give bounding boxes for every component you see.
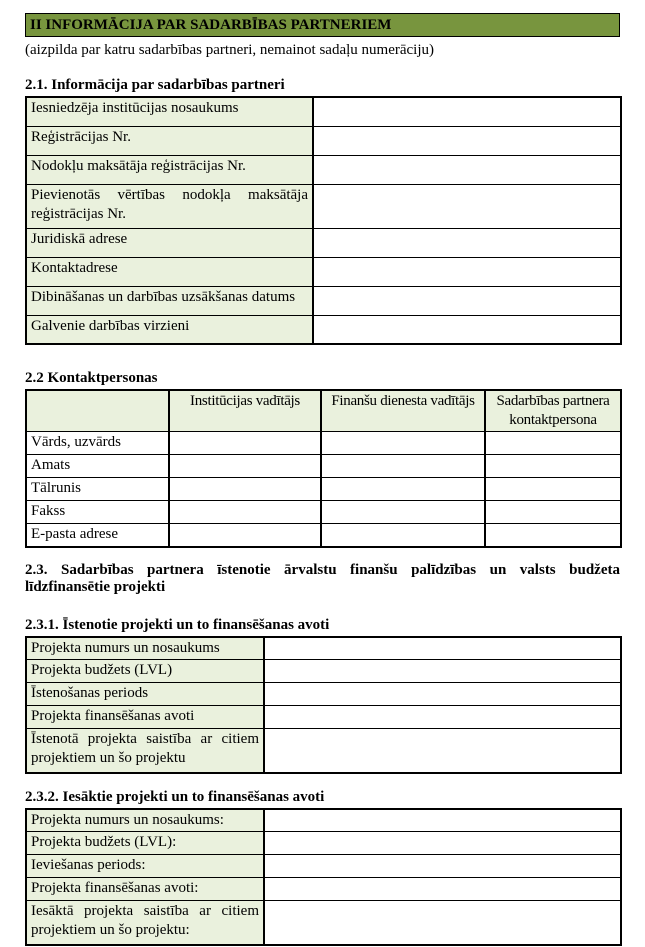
table-row: [26, 660, 621, 683]
heading-2-3-1: 2.3.1. Īstenotie projekti un to finansēšanas avoti: [25, 616, 330, 633]
table-row: [26, 729, 621, 773]
table-2-2: [25, 389, 622, 548]
heading-2-3-2: 2.3.2. Iesāktie projekti un to finansēšanas avoti: [25, 788, 325, 805]
header-row: [26, 390, 621, 432]
value-cell[interactable]: [313, 257, 621, 286]
value-cell[interactable]: [485, 455, 621, 478]
table-row: [26, 257, 621, 286]
row-label-cell: Projekta finansēšanas avoti: [26, 706, 264, 729]
value-cell[interactable]: [264, 855, 621, 878]
row-label-cell: Projekta budžets (LVL): [26, 660, 264, 683]
value-cell[interactable]: [313, 97, 621, 126]
table-row: [26, 432, 621, 455]
heading-2-2: 2.2 Kontaktpersonas: [25, 370, 158, 386]
table-2-3-1: [25, 636, 622, 774]
table-row: [26, 315, 621, 344]
value-cell[interactable]: [485, 524, 621, 547]
row-label-cell: Fakss: [26, 501, 169, 524]
row-label-cell: Galvenie darbības virzieni: [26, 315, 313, 344]
row-label-cell: Vārds, uzvārds: [26, 432, 169, 455]
table-row: [26, 155, 621, 184]
column-header-cell: Sadarbības partnera kontaktpersona: [485, 390, 621, 432]
heading-2-3: 2.3. Sadarbības partnera īstenotie ārvalstu finanšu palīdzības un valsts budžeta līdzfinansētie projekti: [25, 561, 620, 595]
table-row: [26, 286, 621, 315]
table-row: [26, 455, 621, 478]
value-cell[interactable]: [313, 286, 621, 315]
column-header-cell: Institūcijas vadītājs: [169, 390, 321, 432]
value-cell[interactable]: [169, 432, 321, 455]
value-cell[interactable]: [485, 501, 621, 524]
row-label-cell: Nodokļu maksātāja reģistrācijas Nr.: [26, 155, 313, 184]
table-row: [26, 228, 621, 257]
table-row: [26, 478, 621, 501]
value-cell[interactable]: [313, 126, 621, 155]
corner-cell: [26, 390, 169, 432]
table-2-3-2: [25, 808, 622, 946]
table-row: [26, 126, 621, 155]
table-row: [26, 683, 621, 706]
row-label-cell: Ieviešanas periods:: [26, 855, 264, 878]
row-label-cell: E-pasta adrese: [26, 524, 169, 547]
section-2-title-bar: II INFORMĀCIJA PAR SADARBĪBAS PARTNERIEM: [25, 13, 620, 37]
row-label-cell: Amats: [26, 455, 169, 478]
value-cell[interactable]: [264, 878, 621, 901]
section-2-note: (aizpilda par katru sadarbības partneri, nemainot sadaļu numerāciju): [25, 42, 434, 58]
row-label-cell: Projekta numurs un nosaukums:: [26, 809, 264, 832]
value-cell[interactable]: [321, 478, 485, 501]
table-row: [26, 901, 621, 945]
value-cell[interactable]: [264, 637, 621, 660]
value-cell[interactable]: [264, 901, 621, 945]
value-cell[interactable]: [264, 809, 621, 832]
value-cell[interactable]: [321, 501, 485, 524]
value-cell[interactable]: [264, 660, 621, 683]
value-cell[interactable]: [169, 455, 321, 478]
value-cell[interactable]: [264, 683, 621, 706]
value-cell[interactable]: [321, 524, 485, 547]
row-label-cell: Kontaktadrese: [26, 257, 313, 286]
value-cell[interactable]: [485, 432, 621, 455]
value-cell[interactable]: [321, 455, 485, 478]
row-label-cell: Reģistrācijas Nr.: [26, 126, 313, 155]
row-label-cell: Juridiskā adrese: [26, 228, 313, 257]
row-label-cell: Īstenotā projekta saistība ar citiem projektiem un šo projektu: [26, 729, 264, 773]
value-cell[interactable]: [169, 501, 321, 524]
row-label-cell: Projekta finansēšanas avoti:: [26, 878, 264, 901]
table-row: [26, 809, 621, 832]
table-row: [26, 832, 621, 855]
heading-2-1: 2.1. Informācija par sadarbības partneri: [25, 77, 285, 93]
row-label-cell: Tālrunis: [26, 478, 169, 501]
table-2-1: [25, 96, 622, 345]
row-label-cell: Iesāktā projekta saistība ar citiem projektiem un šo projektu:: [26, 901, 264, 945]
table-row: [26, 184, 621, 228]
row-label-cell: Pievienotās vērtības nodokļa maksātāja reģistrācijas Nr.: [26, 184, 313, 228]
table-row: [26, 706, 621, 729]
row-label-cell: Īstenošanas periods: [26, 683, 264, 706]
value-cell[interactable]: [264, 729, 621, 773]
value-cell[interactable]: [313, 315, 621, 344]
table-row: [26, 97, 621, 126]
value-cell[interactable]: [313, 155, 621, 184]
value-cell[interactable]: [485, 478, 621, 501]
value-cell[interactable]: [321, 432, 485, 455]
value-cell[interactable]: [264, 706, 621, 729]
row-label-cell: Projekta budžets (LVL):: [26, 832, 264, 855]
row-label-cell: Dibināšanas un darbības uzsākšanas datums: [26, 286, 313, 315]
table-row: [26, 524, 621, 547]
value-cell[interactable]: [169, 478, 321, 501]
column-header-cell: Finanšu dienesta vadītājs: [321, 390, 485, 432]
value-cell[interactable]: [169, 524, 321, 547]
table-row: [26, 878, 621, 901]
value-cell[interactable]: [313, 184, 621, 228]
row-label-cell: Projekta numurs un nosaukums: [26, 637, 264, 660]
table-row: [26, 637, 621, 660]
row-label-cell: Iesniedzēja institūcijas nosaukums: [26, 97, 313, 126]
table-row: [26, 855, 621, 878]
table-row: [26, 501, 621, 524]
value-cell[interactable]: [264, 832, 621, 855]
value-cell[interactable]: [313, 228, 621, 257]
